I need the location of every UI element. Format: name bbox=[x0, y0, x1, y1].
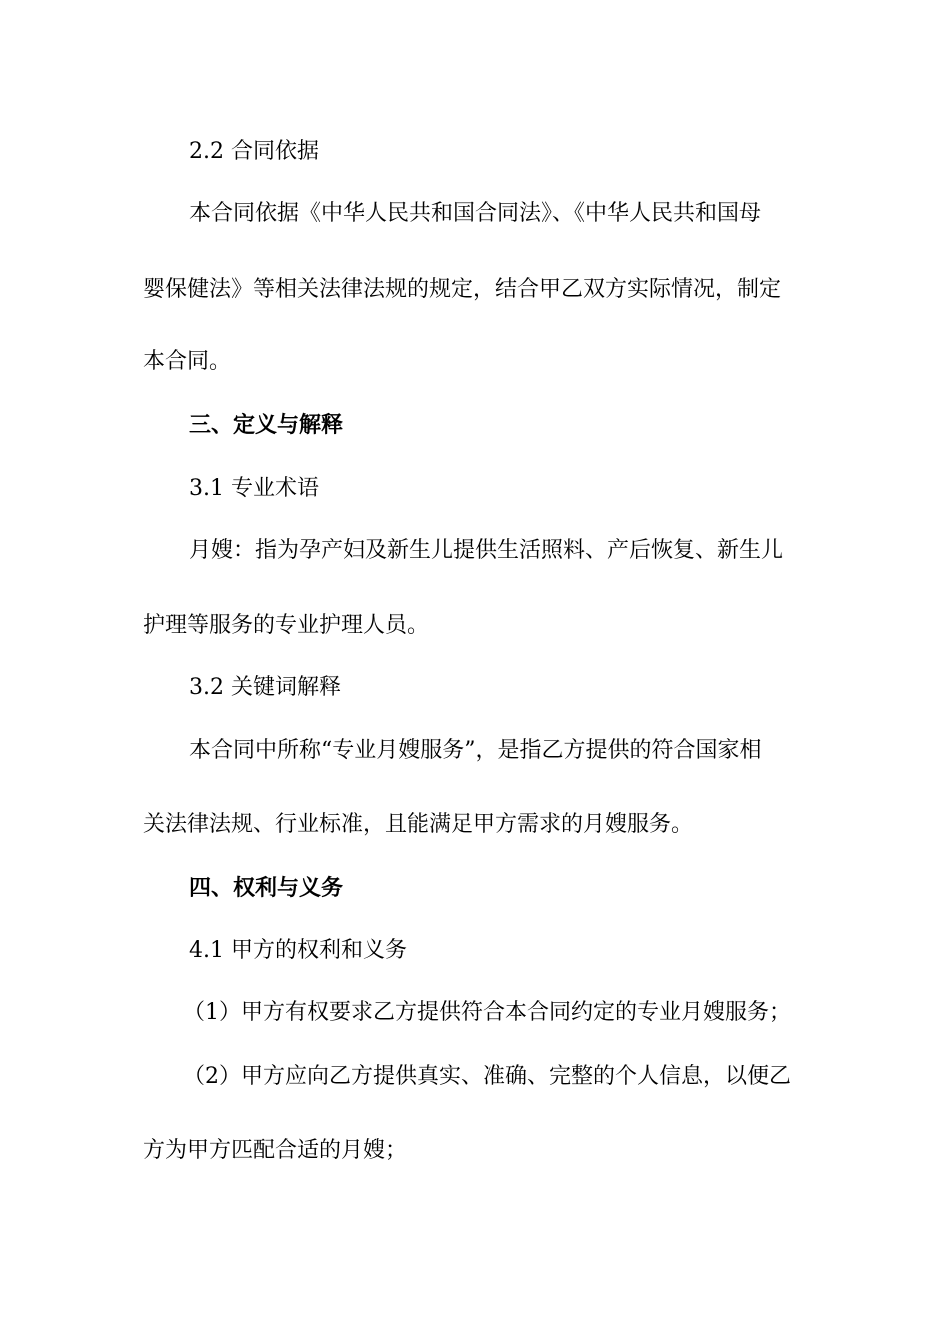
paragraph-line: 本合同中所称“专业月嫂服务”，是指乙方提供的符合国家相 bbox=[189, 738, 762, 763]
list-item: （1）甲方有权要求乙方提供符合本合同约定的专业月嫂服务； bbox=[183, 1000, 791, 1025]
list-item: （2）甲方应向乙方提供真实、准确、完整的个人信息，以便乙 bbox=[183, 1064, 791, 1089]
paragraph-line: 本合同依据《中华人民共和国合同法》、《中华人民共和国母 bbox=[189, 201, 762, 226]
section-heading-4: 四、权利与义务 bbox=[189, 875, 344, 901]
paragraph-line: 护理等服务的专业护理人员。 bbox=[143, 613, 430, 638]
paragraph-line: 月嫂：指为孕产妇及新生儿提供生活照料、产后恢复、新生儿 bbox=[189, 538, 784, 563]
subsection-heading-4-1: 4.1 甲方的权利和义务 bbox=[189, 938, 407, 963]
list-item-continuation: 方为甲方匹配合适的月嫂； bbox=[143, 1138, 408, 1163]
paragraph-line: 本合同。 bbox=[143, 349, 232, 374]
paragraph-line: 关法律法规、行业标准，且能满足甲方需求的月嫂服务。 bbox=[143, 812, 694, 837]
subsection-heading-3-1: 3.1 专业术语 bbox=[189, 476, 319, 501]
subsection-heading-2-2: 2.2 合同依据 bbox=[189, 139, 319, 164]
section-heading-3: 三、定义与解释 bbox=[189, 412, 344, 438]
paragraph-line: 婴保健法》等相关法律法规的规定，结合甲乙双方实际情况，制定 bbox=[143, 277, 782, 302]
subsection-heading-3-2: 3.2 关键词解释 bbox=[189, 675, 341, 700]
